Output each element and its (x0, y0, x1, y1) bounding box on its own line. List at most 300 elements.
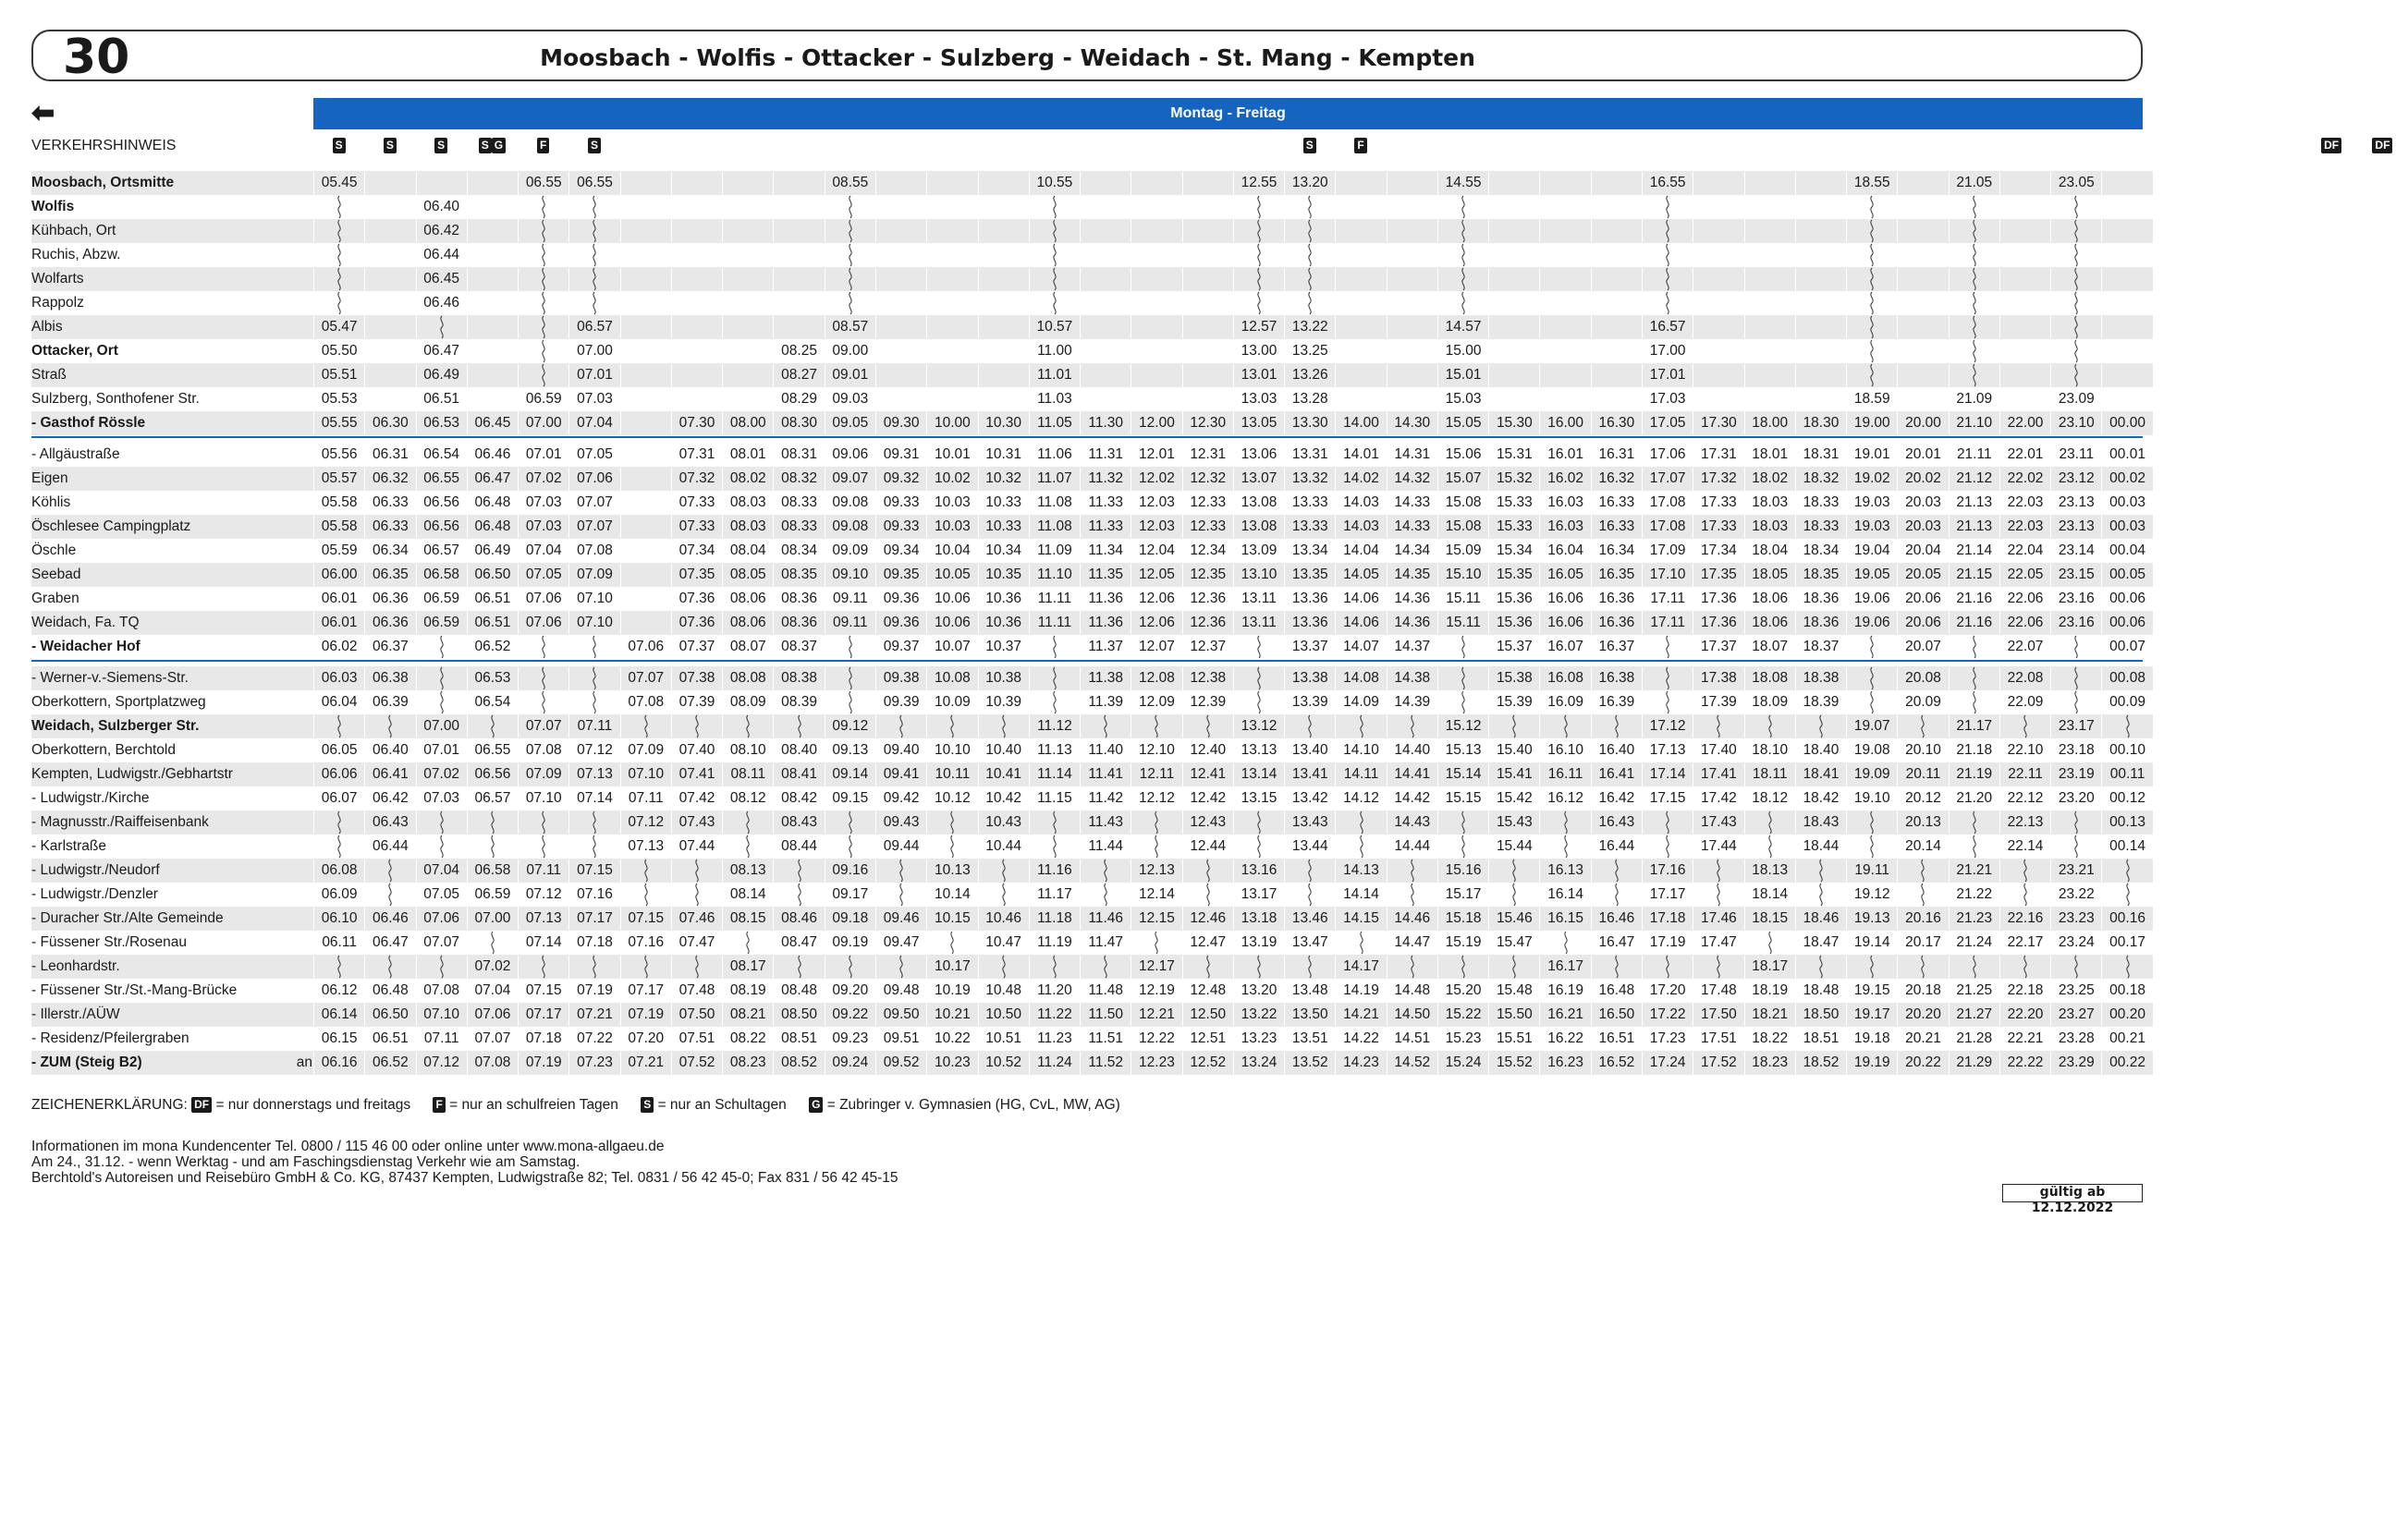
time-cell: 09.39 (875, 690, 926, 714)
time-cell: 14.04 (1335, 539, 1386, 563)
time-cell (1897, 363, 1948, 387)
time-cell: 18.09 (1744, 690, 1795, 714)
time-cell (1080, 339, 1131, 363)
time-cell (1335, 267, 1386, 291)
skip-squiggle-icon (846, 811, 855, 834)
time-cell (364, 339, 415, 363)
time-cell: 17.01 (1642, 363, 1693, 387)
time-cell: 23.10 (2050, 411, 2101, 435)
time-cell (2101, 243, 2152, 267)
time-cell (568, 666, 619, 690)
time-cell: 09.52 (875, 1051, 926, 1075)
time-cell (2101, 955, 2152, 979)
time-cell (1029, 666, 1080, 690)
time-cell: 07.10 (568, 587, 619, 611)
time-cell: 14.51 (1387, 1027, 1437, 1051)
time-cell (2101, 883, 2152, 907)
time-cell: 07.18 (518, 1027, 568, 1051)
time-cell: 19.06 (1846, 611, 1897, 635)
skip-squiggle-icon (1459, 244, 1468, 266)
skip-squiggle-icon (2123, 956, 2133, 978)
time-cell (1233, 195, 1284, 219)
time-cell: 22.00 (1999, 411, 2050, 435)
time-cell: 13.24 (1233, 1051, 1284, 1075)
time-cell: 07.38 (671, 666, 722, 690)
time-cell: 12.03 (1131, 515, 1181, 539)
time-cell: 06.36 (364, 611, 415, 635)
time-cell: 10.00 (926, 411, 977, 435)
skip-squiggle-icon (1970, 340, 1979, 362)
time-cell: 16.06 (1539, 611, 1590, 635)
time-cell: 13.48 (1284, 979, 1335, 1003)
time-cell: 07.51 (671, 1027, 722, 1051)
skip-squiggle-icon (1867, 316, 1876, 338)
table-row (31, 443, 2143, 467)
time-cell (1999, 171, 2050, 195)
time-cell: 21.10 (1949, 411, 1999, 435)
skip-squiggle-icon (795, 859, 804, 882)
time-cell (875, 363, 926, 387)
time-cell (518, 363, 568, 387)
time-cell: 15.10 (1437, 563, 1488, 587)
time-cell (1284, 714, 1335, 738)
time-cell (1846, 666, 1897, 690)
skip-squiggle-icon (2021, 884, 2030, 906)
time-cell: 07.17 (518, 1003, 568, 1027)
time-cell: 06.58 (416, 563, 467, 587)
time-cell: 06.34 (364, 539, 415, 563)
stop-name: - Leonhardstr. (31, 955, 313, 979)
time-cell: 19.02 (1846, 467, 1897, 491)
time-cell: 13.39 (1284, 690, 1335, 714)
time-cell (2050, 267, 2101, 291)
time-cell: 09.12 (825, 714, 875, 738)
time-cell (1233, 243, 1284, 267)
skip-squiggle-icon (1561, 811, 1571, 834)
time-cell (1387, 315, 1437, 339)
time-cell: 10.44 (978, 835, 1029, 859)
time-cell: 07.00 (416, 714, 467, 738)
legend-label: ZEICHENERKLÄRUNG: (31, 1097, 188, 1113)
time-cell (1642, 955, 1693, 979)
time-cell: 06.59 (467, 883, 518, 907)
table-row (31, 467, 2143, 491)
time-cell (518, 291, 568, 315)
skip-squiggle-icon (2072, 364, 2081, 386)
time-cell: 10.02 (926, 467, 977, 491)
time-cell: 14.15 (1335, 907, 1386, 931)
info-line: Berchtold's Autoreisen und Reisebüro GmbH & Co. KG, 87437 Kempten, Ludwigstraße 82; Tel. 0831 / 56 42 45-0; Fax 831 / 56 42 45-15 (31, 1170, 898, 1186)
time-cell: 06.09 (313, 883, 364, 907)
skip-squiggle-icon (1101, 956, 1110, 978)
time-cell (313, 195, 364, 219)
time-cell: 17.37 (1693, 635, 1743, 659)
table-row (31, 786, 2143, 811)
time-cell: 20.22 (1897, 1051, 1948, 1075)
time-cell: 05.58 (313, 515, 364, 539)
time-cell: 22.03 (1999, 491, 2050, 515)
time-cell: 10.50 (978, 1003, 1029, 1027)
time-cell (518, 195, 568, 219)
time-cell: 17.51 (1693, 1027, 1743, 1051)
time-cell: 14.36 (1387, 587, 1437, 611)
time-cell: 23.21 (2050, 859, 2101, 883)
skip-squiggle-icon (539, 268, 548, 290)
time-cell: 10.38 (978, 666, 1029, 690)
time-cell (2050, 811, 2101, 835)
skip-squiggle-icon (385, 956, 395, 978)
time-cell (875, 195, 926, 219)
time-cell: 15.06 (1437, 443, 1488, 467)
skip-squiggle-icon (1970, 691, 1979, 713)
time-cell (1846, 219, 1897, 243)
skip-squiggle-icon (846, 196, 855, 218)
time-cell: 07.08 (467, 1051, 518, 1075)
time-cell: 09.30 (875, 411, 926, 435)
table-row (31, 738, 2143, 762)
time-cell: 17.09 (1642, 539, 1693, 563)
stop-name: Wolfarts (31, 267, 313, 291)
time-cell: 17.43 (1693, 811, 1743, 835)
time-cell: 06.38 (364, 666, 415, 690)
time-cell: 12.43 (1182, 811, 1233, 835)
time-cell (1693, 387, 1743, 411)
time-cell: 09.31 (875, 443, 926, 467)
time-cell (978, 171, 1029, 195)
time-cell: 10.46 (978, 907, 1029, 931)
time-cell: 20.04 (1897, 539, 1948, 563)
time-cell: 11.47 (1080, 931, 1131, 955)
skip-squiggle-icon (897, 715, 906, 738)
time-cell (2101, 291, 2152, 315)
time-cell: 11.08 (1029, 491, 1080, 515)
skip-squiggle-icon (1459, 691, 1468, 713)
time-cell: 06.54 (467, 690, 518, 714)
time-cell: 19.06 (1846, 587, 1897, 611)
time-cell: 15.11 (1437, 587, 1488, 611)
skip-squiggle-icon (1305, 956, 1314, 978)
time-cell: 19.18 (1846, 1027, 1897, 1051)
time-cell (1131, 243, 1181, 267)
time-cell: 08.57 (825, 315, 875, 339)
time-cell: 11.12 (1029, 714, 1080, 738)
time-cell: 06.07 (313, 786, 364, 811)
skip-squiggle-icon (1816, 859, 1826, 882)
time-cell: 11.52 (1080, 1051, 1131, 1075)
time-cell: 07.08 (568, 539, 619, 563)
skip-squiggle-icon (897, 956, 906, 978)
skip-squiggle-icon (1612, 715, 1621, 738)
time-cell (620, 195, 671, 219)
time-cell: 16.03 (1539, 515, 1590, 539)
skip-squiggle-icon (335, 268, 344, 290)
time-cell: 14.05 (1335, 563, 1386, 587)
time-cell (926, 267, 977, 291)
time-cell (1029, 835, 1080, 859)
time-cell (1029, 635, 1080, 659)
time-cell (1080, 195, 1131, 219)
skip-squiggle-icon (1867, 292, 1876, 314)
time-cell: 18.36 (1795, 611, 1846, 635)
time-cell (1233, 955, 1284, 979)
time-cell: 11.40 (1080, 738, 1131, 762)
time-cell (620, 539, 671, 563)
time-cell (1539, 363, 1590, 387)
time-cell: 14.17 (1335, 955, 1386, 979)
time-cell: 13.38 (1284, 666, 1335, 690)
time-cell (825, 835, 875, 859)
time-cell: 05.50 (313, 339, 364, 363)
time-cell: 22.07 (1999, 635, 2050, 659)
time-cell (1949, 315, 1999, 339)
time-cell (1897, 883, 1948, 907)
time-cell (875, 339, 926, 363)
time-cell (671, 291, 722, 315)
time-cell: 06.59 (518, 387, 568, 411)
time-cell (926, 243, 977, 267)
legend-text: = nur an Schultagen (657, 1097, 787, 1113)
time-cell: 16.10 (1539, 738, 1590, 762)
time-cell: 07.50 (671, 1003, 722, 1027)
time-cell (1335, 363, 1386, 387)
time-cell: 10.40 (978, 738, 1029, 762)
time-cell: 17.50 (1693, 1003, 1743, 1027)
time-cell: 09.36 (875, 611, 926, 635)
time-cell: 23.16 (2050, 611, 2101, 635)
time-cell: 06.55 (467, 738, 518, 762)
time-cell (1795, 387, 1846, 411)
skip-squiggle-icon (1867, 835, 1876, 858)
time-cell (1080, 219, 1131, 243)
time-cell: 05.59 (313, 539, 364, 563)
time-cell (467, 835, 518, 859)
time-cell (1846, 243, 1897, 267)
skip-squiggle-icon (2072, 196, 2081, 218)
table-row (31, 219, 2143, 243)
skip-squiggle-icon (539, 811, 548, 834)
time-cell (1591, 363, 1642, 387)
time-cell: 11.39 (1080, 690, 1131, 714)
time-cell: 06.48 (364, 979, 415, 1003)
time-cell (1693, 859, 1743, 883)
time-cell: 21.20 (1949, 786, 1999, 811)
table-row (31, 267, 2143, 291)
time-cell: 06.59 (416, 587, 467, 611)
time-cell: 08.05 (722, 563, 773, 587)
time-cell (978, 315, 1029, 339)
time-cell (978, 267, 1029, 291)
time-cell: 13.34 (1284, 539, 1335, 563)
time-cell: 11.19 (1029, 931, 1080, 955)
time-cell (1080, 387, 1131, 411)
time-cell: 07.03 (518, 515, 568, 539)
time-cell (518, 811, 568, 835)
time-cell (1795, 955, 1846, 979)
time-cell: 07.08 (518, 738, 568, 762)
time-cell: 14.42 (1387, 786, 1437, 811)
time-cell: 07.09 (620, 738, 671, 762)
time-cell: 19.05 (1846, 563, 1897, 587)
skip-squiggle-icon (1408, 859, 1417, 882)
skip-squiggle-icon (2072, 220, 2081, 242)
time-cell: 21.16 (1949, 587, 1999, 611)
time-cell (1897, 243, 1948, 267)
time-cell (1488, 315, 1539, 339)
time-cell (1335, 195, 1386, 219)
time-cell: 13.03 (1233, 387, 1284, 411)
time-cell (1437, 291, 1488, 315)
note-badge: DF (2372, 138, 2392, 153)
time-cell: 19.13 (1846, 907, 1897, 931)
time-cell: 18.43 (1795, 811, 1846, 835)
skip-squiggle-icon (437, 636, 446, 658)
time-cell (1539, 219, 1590, 243)
time-cell: 18.19 (1744, 979, 1795, 1003)
time-cell (1744, 315, 1795, 339)
skip-squiggle-icon (1050, 835, 1059, 858)
time-cell (1539, 171, 1590, 195)
time-cell: 17.41 (1693, 762, 1743, 786)
time-cell: 23.27 (2050, 1003, 2101, 1027)
time-cell: 00.09 (2101, 690, 2152, 714)
table-row (31, 955, 2143, 979)
time-cell (1284, 883, 1335, 907)
time-cell: 06.57 (416, 539, 467, 563)
time-cell (364, 883, 415, 907)
note-badge: DF (2321, 138, 2341, 153)
time-cell: 00.13 (2101, 811, 2152, 835)
time-cell: 07.13 (518, 907, 568, 931)
time-cell: 06.39 (364, 690, 415, 714)
time-cell (1744, 291, 1795, 315)
time-cell: 18.47 (1795, 931, 1846, 955)
time-cell: 12.38 (1182, 666, 1233, 690)
time-cell: 06.00 (313, 563, 364, 587)
time-cell: 06.55 (416, 467, 467, 491)
time-cell: 07.14 (568, 786, 619, 811)
skip-squiggle-icon (1305, 292, 1314, 314)
time-cell (722, 243, 773, 267)
time-cell: 10.51 (978, 1027, 1029, 1051)
time-cell (1131, 315, 1181, 339)
skip-squiggle-icon (1663, 220, 1672, 242)
time-cell: 09.03 (825, 387, 875, 411)
time-cell: 06.40 (416, 195, 467, 219)
time-cell: 07.52 (671, 1051, 722, 1075)
time-cell (1233, 666, 1284, 690)
time-cell: 06.01 (313, 611, 364, 635)
time-cell (1131, 267, 1181, 291)
time-cell: 23.05 (2050, 171, 2101, 195)
time-cell: 19.15 (1846, 979, 1897, 1003)
time-cell: 21.29 (1949, 1051, 1999, 1075)
time-cell (773, 714, 824, 738)
time-cell (671, 171, 722, 195)
time-cell (1387, 387, 1437, 411)
time-cell (1999, 315, 2050, 339)
time-cell (1539, 267, 1590, 291)
time-cell: 14.55 (1437, 171, 1488, 195)
stop-name: Seebad (31, 563, 313, 587)
time-cell (825, 267, 875, 291)
legend-code: G (809, 1097, 823, 1113)
skip-squiggle-icon (1152, 835, 1161, 858)
time-cell: 00.14 (2101, 835, 2152, 859)
legend-text: = nur donnerstags und freitags (215, 1097, 411, 1113)
stop-name: - Füssener Str./St.-Mang-Brücke (31, 982, 238, 998)
time-cell (313, 835, 364, 859)
time-cell: 08.55 (825, 171, 875, 195)
time-cell (1131, 931, 1181, 955)
skip-squiggle-icon (437, 316, 446, 338)
time-cell (467, 219, 518, 243)
note-badge: S (384, 138, 397, 153)
time-cell: 16.37 (1591, 635, 1642, 659)
time-cell (1029, 955, 1080, 979)
arrow-left-icon[interactable]: ⬅ (31, 98, 55, 128)
time-cell (722, 195, 773, 219)
legend (31, 1096, 1139, 1115)
time-cell: 20.20 (1897, 1003, 1948, 1027)
time-cell: 07.03 (568, 387, 619, 411)
time-cell: 07.32 (671, 467, 722, 491)
time-cell: 10.10 (926, 738, 977, 762)
time-cell (1744, 339, 1795, 363)
time-cell: 21.23 (1949, 907, 1999, 931)
skip-squiggle-icon (437, 811, 446, 834)
time-cell: 12.36 (1182, 587, 1233, 611)
time-cell (620, 883, 671, 907)
time-cell (671, 267, 722, 291)
time-cell: 12.06 (1131, 587, 1181, 611)
time-cell (1131, 387, 1181, 411)
time-cell (1591, 339, 1642, 363)
time-cell (1642, 666, 1693, 690)
time-cell (568, 243, 619, 267)
time-cell: 14.03 (1335, 515, 1386, 539)
time-cell (1999, 339, 2050, 363)
time-cell: 15.01 (1437, 363, 1488, 387)
time-cell (620, 315, 671, 339)
time-cell (1591, 714, 1642, 738)
stop-name: - Residenz/Pfeilergraben (31, 1030, 189, 1046)
time-cell: 13.06 (1233, 443, 1284, 467)
time-cell: 15.38 (1488, 666, 1539, 690)
skip-squiggle-icon (1561, 715, 1571, 738)
table-row (31, 835, 2143, 859)
time-cell: 20.03 (1897, 515, 1948, 539)
time-cell: 20.01 (1897, 443, 1948, 467)
time-cell: 23.11 (2050, 443, 2101, 467)
time-cell: 00.03 (2101, 515, 2152, 539)
time-cell: 06.06 (313, 762, 364, 786)
time-cell (2050, 690, 2101, 714)
time-cell (773, 291, 824, 315)
time-cell (773, 267, 824, 291)
time-cell (1795, 243, 1846, 267)
skip-squiggle-icon (1918, 884, 1927, 906)
time-cell (364, 387, 415, 411)
skip-squiggle-icon (539, 691, 548, 713)
time-cell: 15.30 (1488, 411, 1539, 435)
time-cell (1539, 387, 1590, 411)
skip-squiggle-icon (1152, 715, 1161, 738)
skip-squiggle-icon (1816, 884, 1826, 906)
time-cell (773, 219, 824, 243)
time-cell: 13.31 (1284, 443, 1335, 467)
table-row (31, 690, 2143, 714)
time-cell: 20.11 (1897, 762, 1948, 786)
